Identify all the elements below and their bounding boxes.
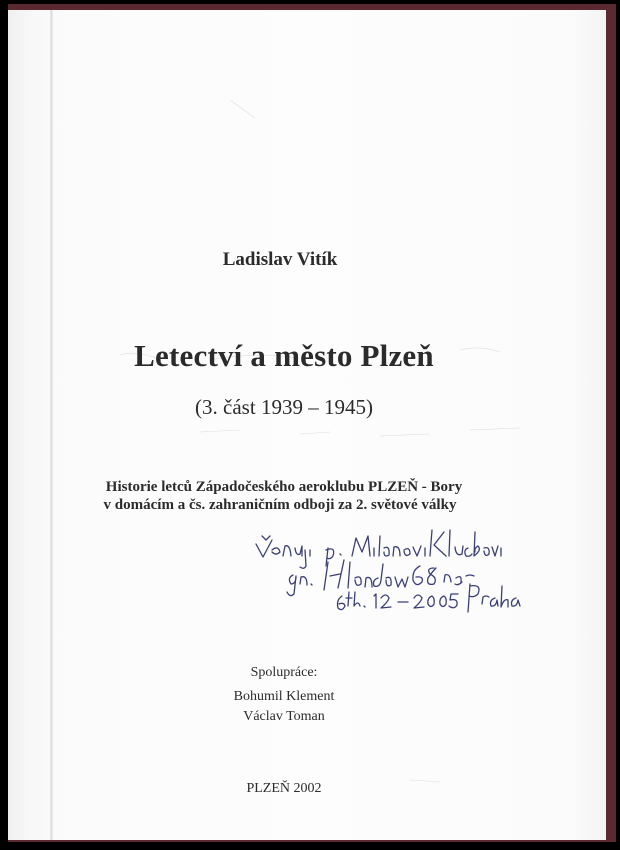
description-line-2: v domácím a čs. zahraničním odboji za 2. světové války (103, 497, 457, 513)
imprint-place-year: PLZEŇ 2002 (246, 781, 322, 796)
collaborator-name: Bohumil Klement (233, 689, 335, 704)
book-subtitle: (3. část 1939 – 1945) (195, 395, 373, 419)
collaborator-name: Václav Toman (243, 709, 325, 724)
author-name: Ladislav Vitík (222, 249, 338, 270)
collaboration-label: Spolupráce: (250, 665, 318, 680)
description-line-1: Historie letců Západočeského aeroklubu PLZEŇ - Bory (105, 479, 463, 495)
book-title: Letectví a město Plzeň (134, 338, 434, 373)
